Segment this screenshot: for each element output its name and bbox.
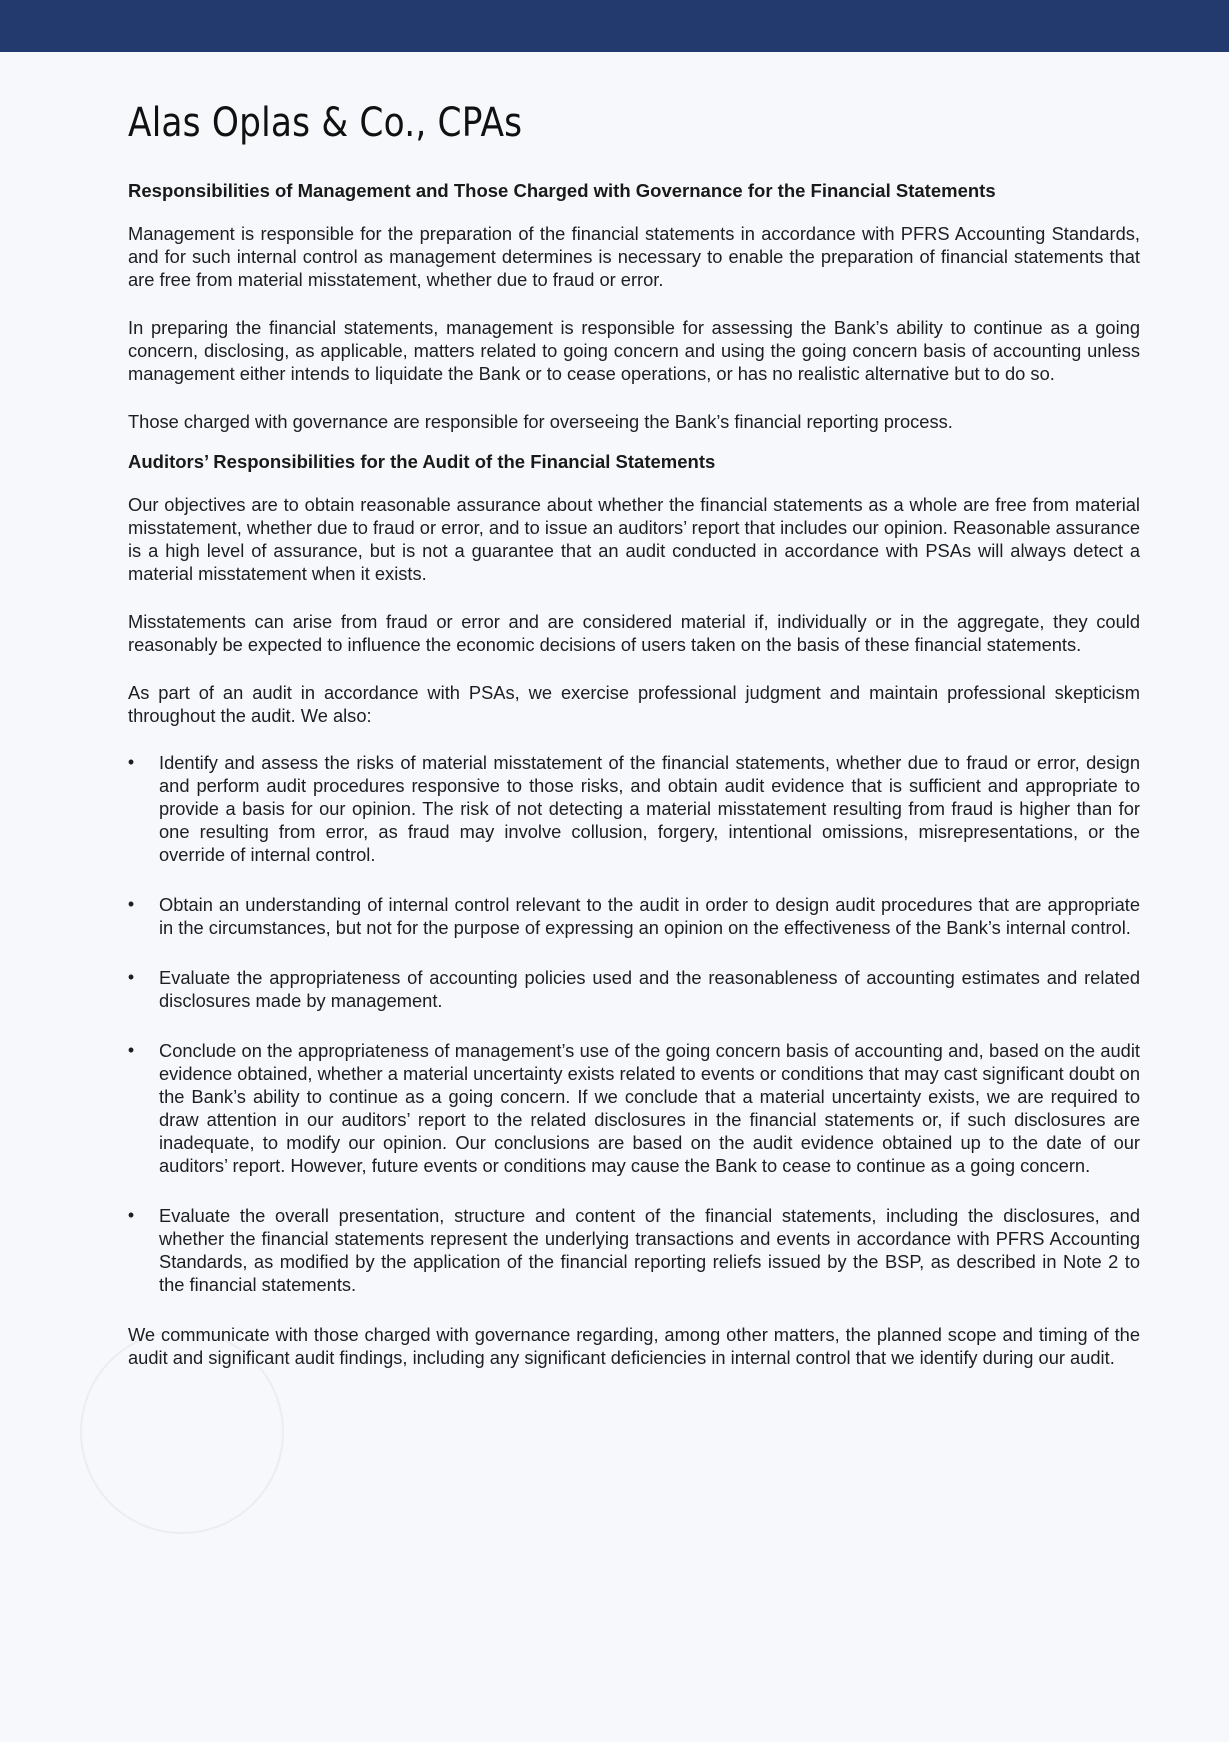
bullet-icon: •	[127, 967, 135, 987]
list-item	[124, 1039, 1140, 1177]
paragraph: Misstatements can arise from fraud or error and are considered material if, individually or in the aggregate, they could reasonably be expected to influence the economic decisions of users taken on the basis of these financial statements.	[128, 611, 1140, 655]
list-item-text: Evaluate the overall presentation, structure and content of the financial statements, including the disclosures, and whether the financial statements represent the underlying transactions and events in accordance with PFRS Accounting Standards, as modified by the application of the financial reporting reliefs issued by the BSP, as described in Note 2 to the financial statements.	[159, 1205, 1140, 1295]
bullet-icon: •	[127, 752, 135, 772]
paragraph: Our objectives are to obtain reasonable assurance about whether the financial statements as a whole are free from material misstatement, whether due to fraud or error, and to issue an auditors’ report that includes our opinion. Reasonable assurance is a high level of assurance, but is not a guarantee that an audit conducted in accordance with PSAs will always detect a material misstatement when it exists.	[128, 494, 1140, 584]
bullet-list	[124, 751, 1140, 1296]
bullet-icon: •	[127, 1040, 135, 1060]
section-heading-management: Responsibilities of Management and Those Charged with Governance for the Financial Statements	[128, 180, 996, 201]
bullet-icon: •	[127, 894, 135, 914]
list-item	[124, 966, 1140, 1012]
paragraph: As part of an audit in accordance with PSAs, we exercise professional judgment and maintain professional skepticism throughout the audit. We also:	[128, 682, 1140, 726]
list-item	[124, 1204, 1140, 1296]
list-item-text: Identify and assess the risks of material misstatement of the financial statements, whether due to fraud or error, design and perform audit procedures responsive to those risks, and obtain audit evidence that is sufficient and appropriate to provide a basis for our opinion. The risk of not detecting a material misstatement resulting from fraud is higher than for one resulting from error, as fraud may involve collusion, forgery, intentional omissions, misrepresentations, or the override of internal control.	[159, 752, 1140, 865]
paragraph: Those charged with governance are responsible for overseeing the Bank’s financial reporting process.	[128, 411, 953, 432]
list-item	[124, 893, 1140, 939]
header-band	[0, 0, 1229, 52]
paragraph: Management is responsible for the preparation of the financial statements in accordance with PFRS Accounting Standards, and for such internal control as management determines is necessary to enable the preparation of financial statements that are free from material misstatement, whether due to fraud or error.	[128, 223, 1140, 290]
firm-name: Alas Oplas & Co., CPAs	[128, 100, 523, 146]
bullet-icon: •	[127, 1205, 135, 1225]
list-item	[124, 751, 1140, 866]
list-item-text: Conclude on the appropriateness of management’s use of the going concern basis of accounting and, based on the audit evidence obtained, whether a material uncertainty exists related to events or conditions that may cast significant doubt on the Bank’s ability to continue as a going concern. If we conclude that a material uncertainty exists, we are required to draw attention in our auditors’ report to the related disclosures in the financial statements or, if such disclosures are inadequate, to modify our opinion. Our conclusions are based on the audit evidence obtained up to the date of our auditors’ report. However, future events or conditions may cause the Bank to cease to continue as a going concern.	[159, 1040, 1140, 1176]
section-heading-auditors: Auditors’ Responsibilities for the Audit of the Financial Statements	[128, 451, 716, 472]
closing-paragraph: We communicate with those charged with governance regarding, among other matters, the planned scope and timing of the audit and significant audit findings, including any significant deficiencies in internal control that we identify during our audit.	[128, 1324, 1140, 1368]
list-item-text: Evaluate the appropriateness of accounting policies used and the reasonableness of accounting estimates and related disclosures made by management.	[159, 967, 1140, 1011]
paragraph: In preparing the financial statements, management is responsible for assessing the Bank’s ability to continue as a going concern, disclosing, as applicable, matters related to going concern and using the going concern basis of accounting unless management either intends to liquidate the Bank or to cease operations, or has no realistic alternative but to do so.	[128, 317, 1140, 384]
document-page	[124, 100, 1140, 1394]
list-item-text: Obtain an understanding of internal control relevant to the audit in order to design audit procedures that are appropriate in the circumstances, but not for the purpose of expressing an opinion on the effectiveness of the Bank’s internal control.	[159, 894, 1140, 938]
